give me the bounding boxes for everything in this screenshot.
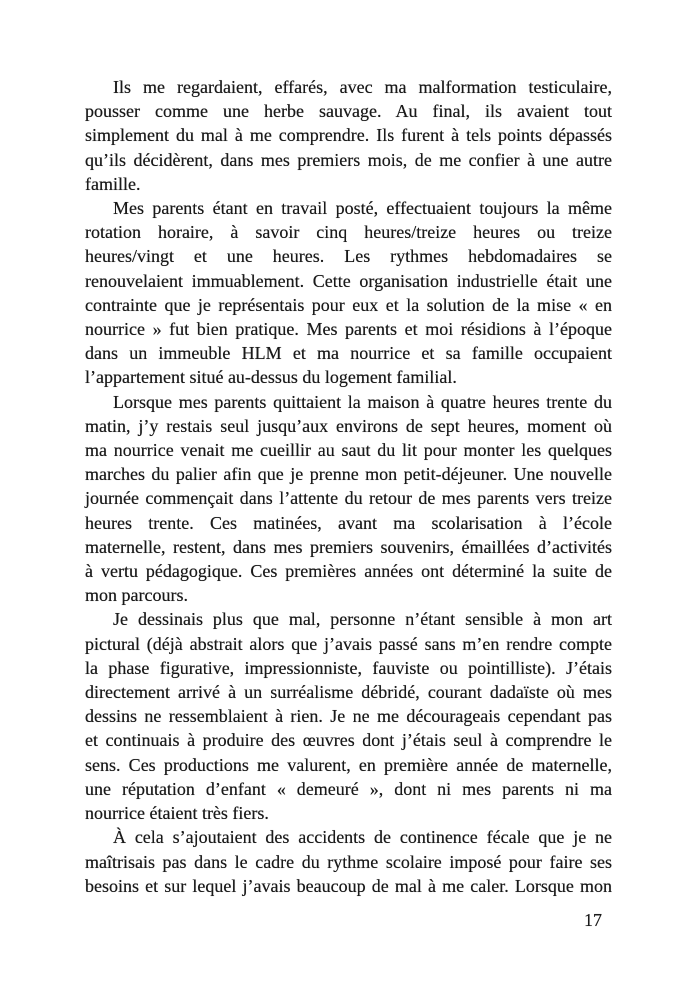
text-line: la phase figurative, impressionniste, fauviste ou pointilliste). J’étais bbox=[85, 657, 612, 678]
text-line: Je dessinais plus que mal, personne n’étant sensible à mon art bbox=[113, 609, 612, 630]
text-line: marches du palier afin que je prenne mon petit-déjeuner. Une nouvelle bbox=[85, 464, 612, 485]
text-line: pictural (déjà abstrait alors que j’avais passé sans m’en rendre compte bbox=[85, 633, 612, 654]
text-line: journée commençait dans l’attente du retour de mes parents vers treize bbox=[85, 488, 612, 509]
text-line: simplement du mal à me comprendre. Ils furent à tels points dépassés bbox=[85, 125, 612, 146]
text-line: À cela s’ajoutaient des accidents de continence fécale que je ne bbox=[113, 827, 612, 848]
text-line: heures/vingt et une heures. Les rythmes hebdomadaires se bbox=[85, 246, 612, 267]
text-line: contrainte que je représentais pour eux et la solution de la mise « en bbox=[85, 294, 612, 315]
text-line: une réputation d’enfant « demeuré », dont ni mes parents ni ma bbox=[85, 778, 612, 799]
text-line: maternelle, restent, dans mes premiers souvenirs, émaillées d’activités bbox=[85, 536, 612, 557]
text-line: matin, j’y restais seul jusqu’aux environs de sept heures, moment où bbox=[85, 415, 612, 436]
text-line: Lorsque mes parents quittaient la maison à quatre heures trente du bbox=[113, 391, 612, 412]
text-line: nourrice » fut bien pratique. Mes parents et moi résidions à l’époque bbox=[85, 319, 612, 340]
text-line: rotation horaire, à savoir cinq heures/treize heures ou treize bbox=[85, 222, 612, 243]
text-line: mon parcours. bbox=[85, 585, 188, 606]
text-line: directement arrivé à un surréalisme débridé, courant dadaïste où mes bbox=[85, 682, 612, 703]
page-number: 17 bbox=[584, 910, 602, 930]
text-line: besoins et sur lequel j’avais beaucoup de mal à me caler. Lorsque mon bbox=[85, 875, 612, 896]
text-line: nourrice étaient très fiers. bbox=[85, 803, 269, 824]
text-line: et continuais à produire des œuvres dont j’étais seul à comprendre le bbox=[85, 730, 612, 751]
text-line: renouvelaient immuablement. Cette organisation industrielle était une bbox=[85, 270, 612, 291]
text-line: Ils me regardaient, effarés, avec ma malformation testiculaire, bbox=[113, 77, 612, 97]
text-line: dessins ne ressemblaient à rien. Je ne me décourageais cependant pas bbox=[85, 706, 612, 727]
text-line: ma nourrice venait me cueillir au saut du lit pour monter les quelques bbox=[85, 440, 612, 461]
text-line: dans un immeuble HLM et ma nourrice et sa famille occupaient bbox=[85, 343, 612, 364]
text-line: heures trente. Ces matinées, avant ma scolarisation à l’école bbox=[85, 512, 612, 533]
text-line: sens. Ces productions me valurent, en première année de maternelle, bbox=[85, 754, 612, 775]
text-line: pousser comme une herbe sauvage. Au final, ils avaient tout bbox=[85, 101, 612, 122]
text-line: maîtrisais pas dans le cadre du rythme scolaire imposé pour faire ses bbox=[85, 851, 612, 872]
text-line: famille. bbox=[85, 173, 141, 194]
text-line: l’appartement situé au-dessus du logement familial. bbox=[85, 367, 457, 388]
text-line: qu’ils décidèrent, dans mes premiers mois, de me confier à une autre bbox=[85, 149, 612, 170]
text-line: à vertu pédagogique. Ces premières années ont déterminé la suite de bbox=[85, 561, 612, 582]
body-text bbox=[85, 75, 612, 898]
text-line: Mes parents étant en travail posté, effectuaient toujours la même bbox=[113, 198, 612, 219]
